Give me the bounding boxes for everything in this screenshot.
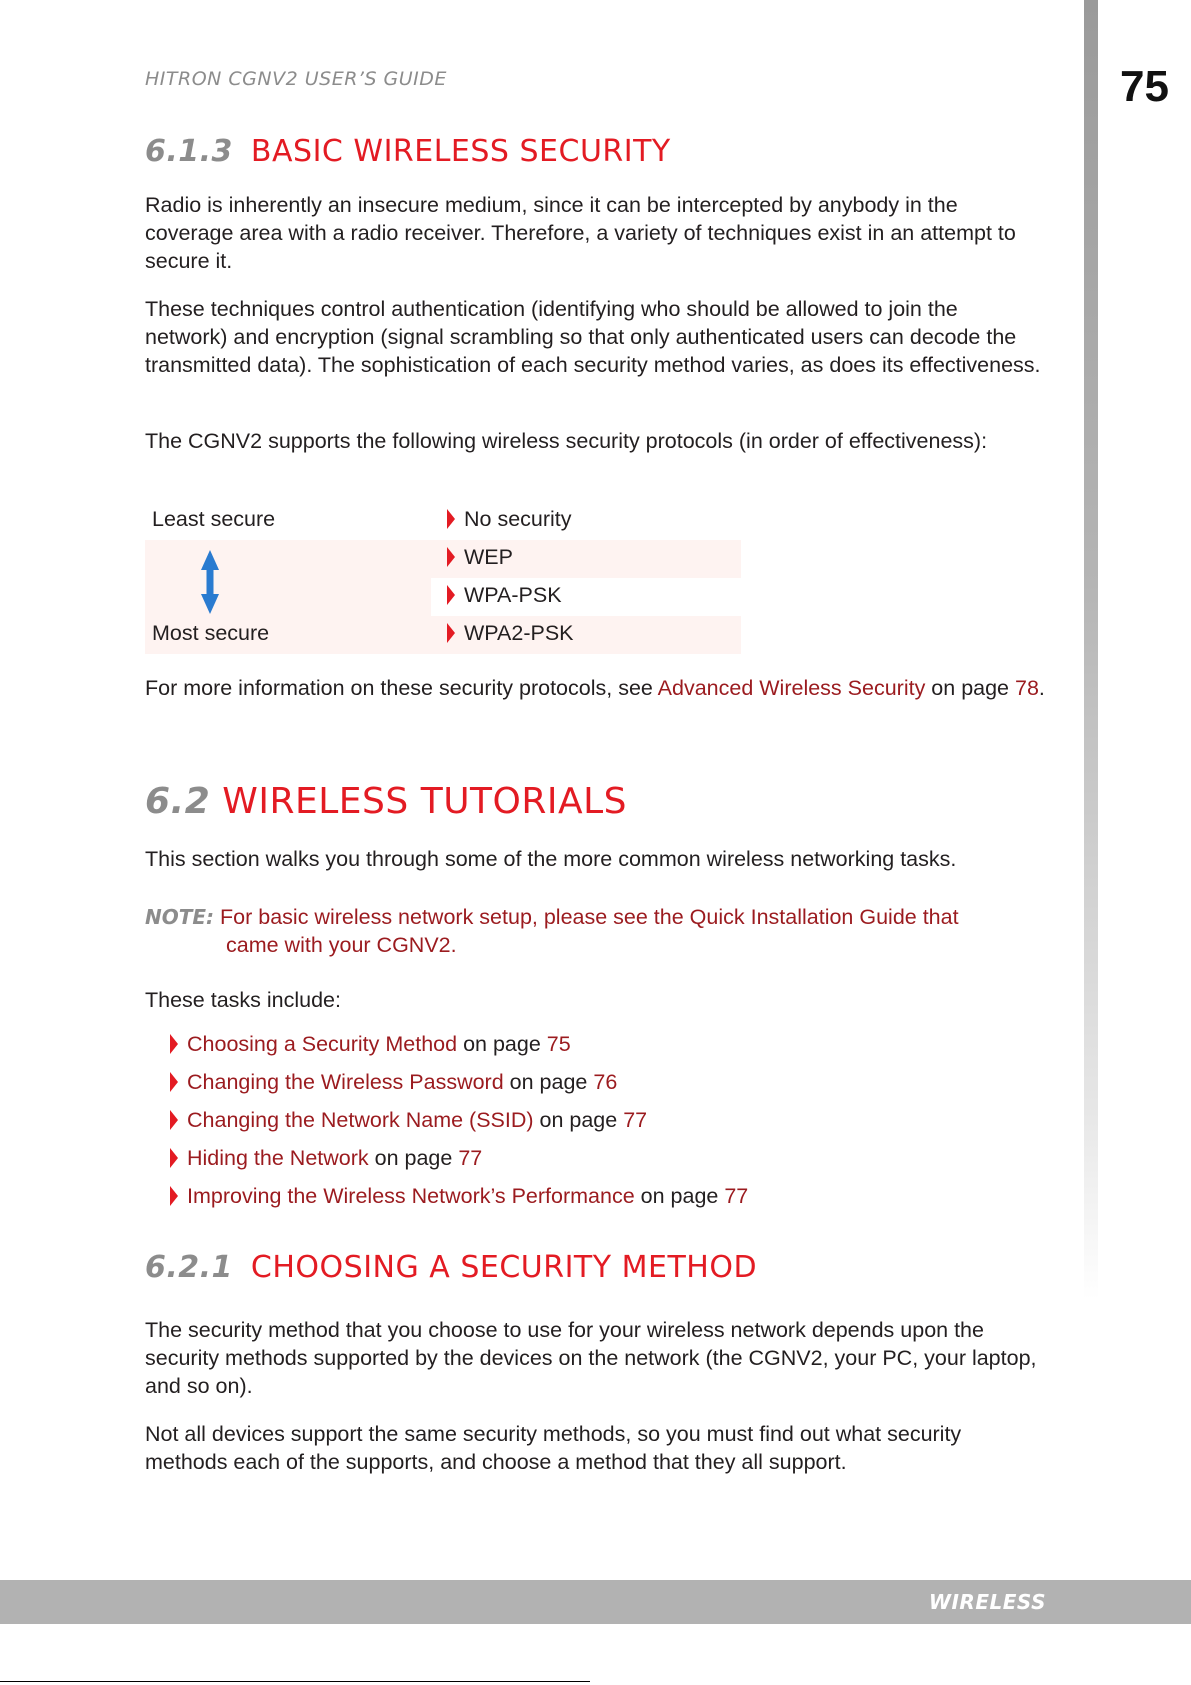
bullet-triangle-icon bbox=[170, 1034, 178, 1054]
note-block bbox=[145, 903, 1045, 959]
bullet-triangle-icon bbox=[170, 1110, 178, 1130]
paragraph: The security method that you choose to use for your wireless network depends upon the security methods supported by the devices on the network (the CGNV2, your PC, your laptop, and so on). bbox=[145, 1318, 1037, 1398]
divider bbox=[0, 1681, 590, 1682]
footer-bar bbox=[0, 1580, 1191, 1624]
section-title: BASIC WIRELESS SECURITY bbox=[250, 134, 671, 169]
paragraph: These tasks include: bbox=[145, 988, 341, 1012]
list-item: Changing the Network Name (SSID) on page 77 bbox=[170, 1108, 748, 1146]
paragraph: Radio is inherently an insecure medium, since it can be intercepted by anybody in the coverage area with a radio receiver. Therefore, a variety of techniques exist in an attempt to secure it. bbox=[145, 193, 1016, 273]
protocol-item: No security bbox=[447, 507, 572, 532]
page-ref-link[interactable]: 77 bbox=[724, 1184, 749, 1208]
bullet-triangle-icon bbox=[447, 585, 455, 605]
page-ref-link[interactable]: 76 bbox=[593, 1070, 618, 1094]
table-row bbox=[145, 578, 741, 616]
protocol-item: WPA2-PSK bbox=[447, 621, 574, 646]
paragraph: These techniques control authentication (identifying who should be allowed to join the network) and encryption (signal scrambling so that only authenticated users can decode the transmitted data). The sophistication of each security method varies, as does its effectiveness. bbox=[145, 297, 1041, 377]
note-text: For basic wireless network setup, please see the Quick Installation Guide that bbox=[220, 905, 959, 929]
table-row bbox=[145, 502, 741, 540]
section-heading-6-2 bbox=[145, 781, 627, 822]
bullet-triangle-icon bbox=[447, 509, 455, 529]
task-link[interactable]: Changing the Wireless Password bbox=[187, 1070, 504, 1094]
table-row bbox=[145, 540, 741, 578]
most-secure-label: Most secure bbox=[152, 621, 270, 645]
protocol-item: WPA-PSK bbox=[447, 583, 562, 608]
page-ref-link[interactable]: 78 bbox=[1015, 676, 1039, 700]
list-item: Changing the Wireless Password on page 76 bbox=[170, 1070, 748, 1108]
bullet-triangle-icon bbox=[447, 623, 455, 643]
side-decoration-bar bbox=[1084, 0, 1098, 1300]
list-item: Choosing a Security Method on page 75 bbox=[170, 1032, 748, 1070]
note-label: NOTE: bbox=[145, 905, 215, 929]
bullet-triangle-icon bbox=[170, 1186, 178, 1206]
protocol-item: WEP bbox=[447, 545, 513, 570]
table-row bbox=[145, 616, 741, 654]
advanced-wireless-security-link[interactable]: Advanced Wireless Security bbox=[657, 676, 926, 700]
footer-chapter-label: WIRELESS bbox=[928, 1590, 1046, 1614]
section-heading-6-2-1 bbox=[145, 1250, 757, 1285]
task-link[interactable]: Changing the Network Name (SSID) bbox=[187, 1108, 534, 1132]
running-head: HITRON CGNV2 USER’S GUIDE bbox=[145, 68, 447, 90]
bullet-triangle-icon bbox=[447, 547, 455, 567]
section-number: 6.1.3 bbox=[145, 134, 233, 169]
bullet-triangle-icon bbox=[170, 1148, 178, 1168]
task-link[interactable]: Choosing a Security Method bbox=[187, 1032, 458, 1056]
note-text: came with your CGNV2. bbox=[226, 933, 457, 957]
more-info-paragraph: For more information on these security protocols, see Advanced Wireless Security on page 78. bbox=[145, 676, 1045, 700]
task-link[interactable]: Improving the Wireless Network’s Performance bbox=[187, 1184, 635, 1208]
section-number: 6.2.1 bbox=[145, 1250, 233, 1285]
section-title: CHOOSING A SECURITY METHOD bbox=[250, 1250, 758, 1285]
least-secure-label: Least secure bbox=[152, 507, 276, 531]
task-list bbox=[170, 1032, 748, 1222]
page-number: 75 bbox=[1120, 62, 1169, 111]
section-number: 6.2 bbox=[145, 781, 211, 822]
bullet-triangle-icon bbox=[170, 1072, 178, 1092]
page-ref-link[interactable]: 75 bbox=[546, 1032, 571, 1056]
page-ref-link[interactable]: 77 bbox=[623, 1108, 648, 1132]
page-ref-link[interactable]: 77 bbox=[458, 1146, 483, 1170]
section-title: WIRELESS TUTORIALS bbox=[222, 781, 628, 822]
section-heading-6-1-3 bbox=[145, 134, 671, 169]
paragraph: Not all devices support the same security methods, so you must find out what security methods each of the supports, and choose a method that they all support. bbox=[145, 1422, 962, 1474]
paragraph: The CGNV2 supports the following wireless security protocols (in order of effectiveness): bbox=[145, 429, 988, 453]
double-arrow-icon bbox=[200, 550, 220, 614]
task-link[interactable]: Hiding the Network bbox=[187, 1146, 369, 1170]
paragraph: This section walks you through some of the more common wireless networking tasks. bbox=[145, 847, 957, 871]
list-item: Improving the Wireless Network’s Performance on page 77 bbox=[170, 1184, 748, 1222]
list-item: Hiding the Network on page 77 bbox=[170, 1146, 748, 1184]
